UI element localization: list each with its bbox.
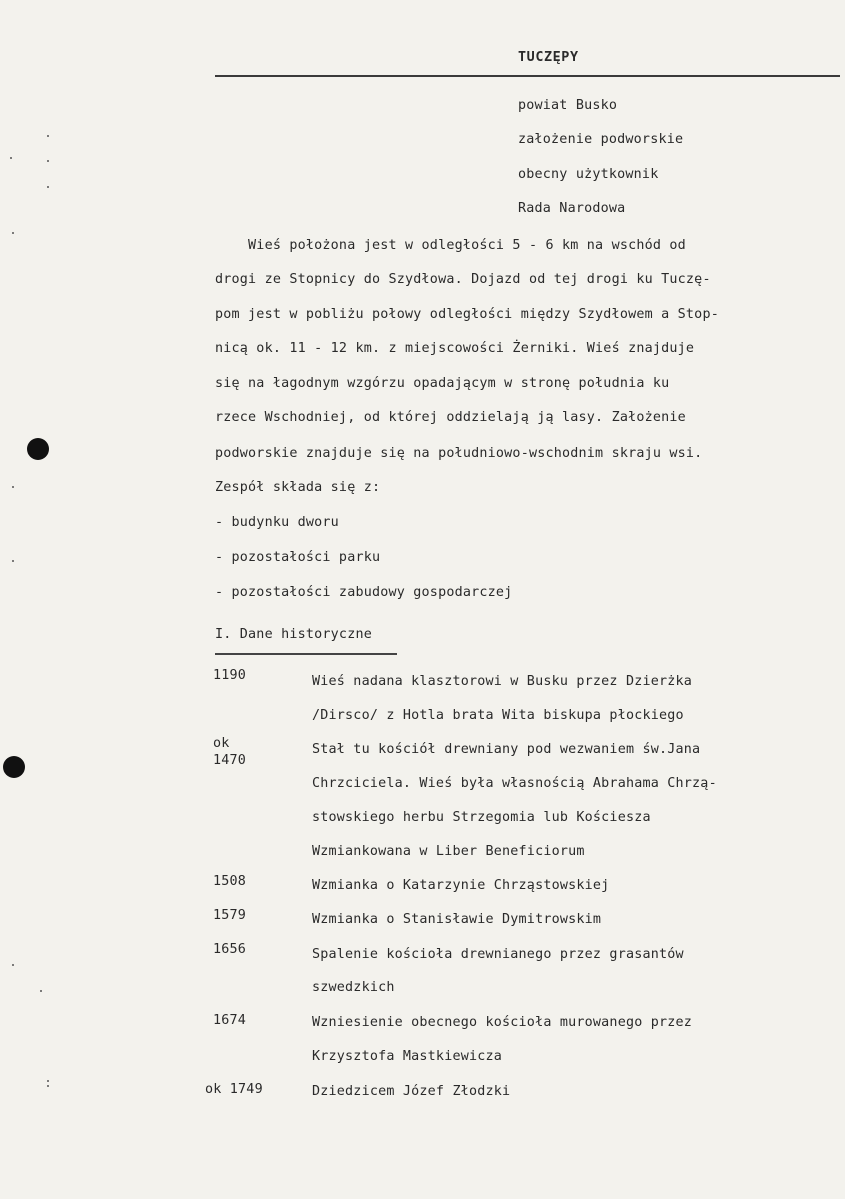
history-text-line: Wzmianka o Stanisławie Dymitrowskim bbox=[312, 912, 602, 927]
list-item: - pozostałości parku bbox=[215, 550, 381, 565]
intro-line: się na łagodnym wzgórzu opadającym w stronę południa ku bbox=[215, 376, 670, 391]
margin-speck bbox=[12, 486, 14, 488]
intro-line: Wieś położona jest w odległości 5 - 6 km na wschód od bbox=[215, 238, 686, 253]
history-text-line: Wieś nadana klasztorowi w Busku przez Dzierżka bbox=[312, 674, 693, 689]
margin-speck bbox=[47, 1085, 49, 1087]
history-year: 1579 bbox=[213, 908, 247, 923]
list-item: - pozostałości zabudowy gospodarczej bbox=[215, 585, 513, 600]
margin-speck bbox=[12, 964, 14, 966]
document-title: TUCZĘPY bbox=[518, 50, 579, 65]
history-text-line: /Dirsco/ z Hotla brata Wita biskupa płockiego bbox=[312, 708, 684, 723]
margin-speck bbox=[47, 1080, 49, 1082]
intro-line: drogi ze Stopnicy do Szydłowa. Dojazd od tej drogi ku Tuczę- bbox=[215, 272, 711, 287]
margin-speck bbox=[12, 232, 14, 234]
margin-speck bbox=[47, 186, 49, 188]
history-year: ok 1749 bbox=[205, 1082, 263, 1097]
margin-speck bbox=[40, 990, 42, 992]
history-text-line: Wzmiankowana w Liber Beneficiorum bbox=[312, 844, 585, 859]
history-text-line: Spalenie kościoła drewnianego przez grasantów bbox=[312, 947, 684, 962]
punch-hole-upper bbox=[27, 438, 49, 460]
punch-hole-lower bbox=[3, 756, 25, 778]
intro-line: pom jest w pobliżu połowy odległości między Szydłowem a Stop- bbox=[215, 307, 719, 322]
meta-user-label: obecny użytkownik bbox=[518, 167, 659, 182]
section-heading: I. Dane historyczne bbox=[215, 627, 372, 642]
meta-district: powiat Busko bbox=[518, 98, 618, 113]
margin-speck bbox=[12, 560, 14, 562]
history-text-line: Dziedzicem Józef Złodzki bbox=[312, 1084, 511, 1099]
history-text-line: Wzmianka o Katarzynie Chrząstowskiej bbox=[312, 878, 610, 893]
history-year: 1190 bbox=[213, 668, 247, 683]
history-year: 1674 bbox=[213, 1013, 247, 1028]
meta-type: założenie podworskie bbox=[518, 132, 684, 147]
intro-line: rzece Wschodniej, od której oddzielają ją lasy. Założenie bbox=[215, 410, 686, 425]
history-year: 1508 bbox=[213, 874, 247, 889]
margin-speck bbox=[47, 135, 49, 137]
margin-speck bbox=[47, 160, 49, 162]
intro-line: podworskie znajduje się na południowo-wschodnim skraju wsi. bbox=[215, 446, 703, 461]
history-text-line: Wzniesienie obecnego kościoła murowanego przez bbox=[312, 1015, 693, 1030]
intro-line: Zespół składa się z: bbox=[215, 480, 381, 495]
history-text-line: stowskiego herbu Strzegomia lub Kościesza bbox=[312, 810, 651, 825]
section-rule bbox=[215, 653, 397, 655]
history-text-line: Krzysztofa Mastkiewicza bbox=[312, 1049, 503, 1064]
list-item: - budynku dworu bbox=[215, 515, 339, 530]
history-year: 1656 bbox=[213, 942, 247, 957]
history-text-line: szwedzkich bbox=[312, 980, 395, 995]
history-text-line: Stał tu kościół drewniany pod wezwaniem św.Jana bbox=[312, 742, 701, 757]
history-year: ok 1470 bbox=[213, 736, 247, 768]
header-rule bbox=[215, 75, 840, 77]
margin-speck bbox=[10, 157, 12, 159]
intro-line: nicą ok. 11 - 12 km. z miejscowości Żerniki. Wieś znajduje bbox=[215, 341, 695, 356]
meta-user-value: Rada Narodowa bbox=[518, 201, 626, 216]
history-text-line: Chrzciciela. Wieś była własnością Abrahama Chrzą- bbox=[312, 776, 717, 791]
